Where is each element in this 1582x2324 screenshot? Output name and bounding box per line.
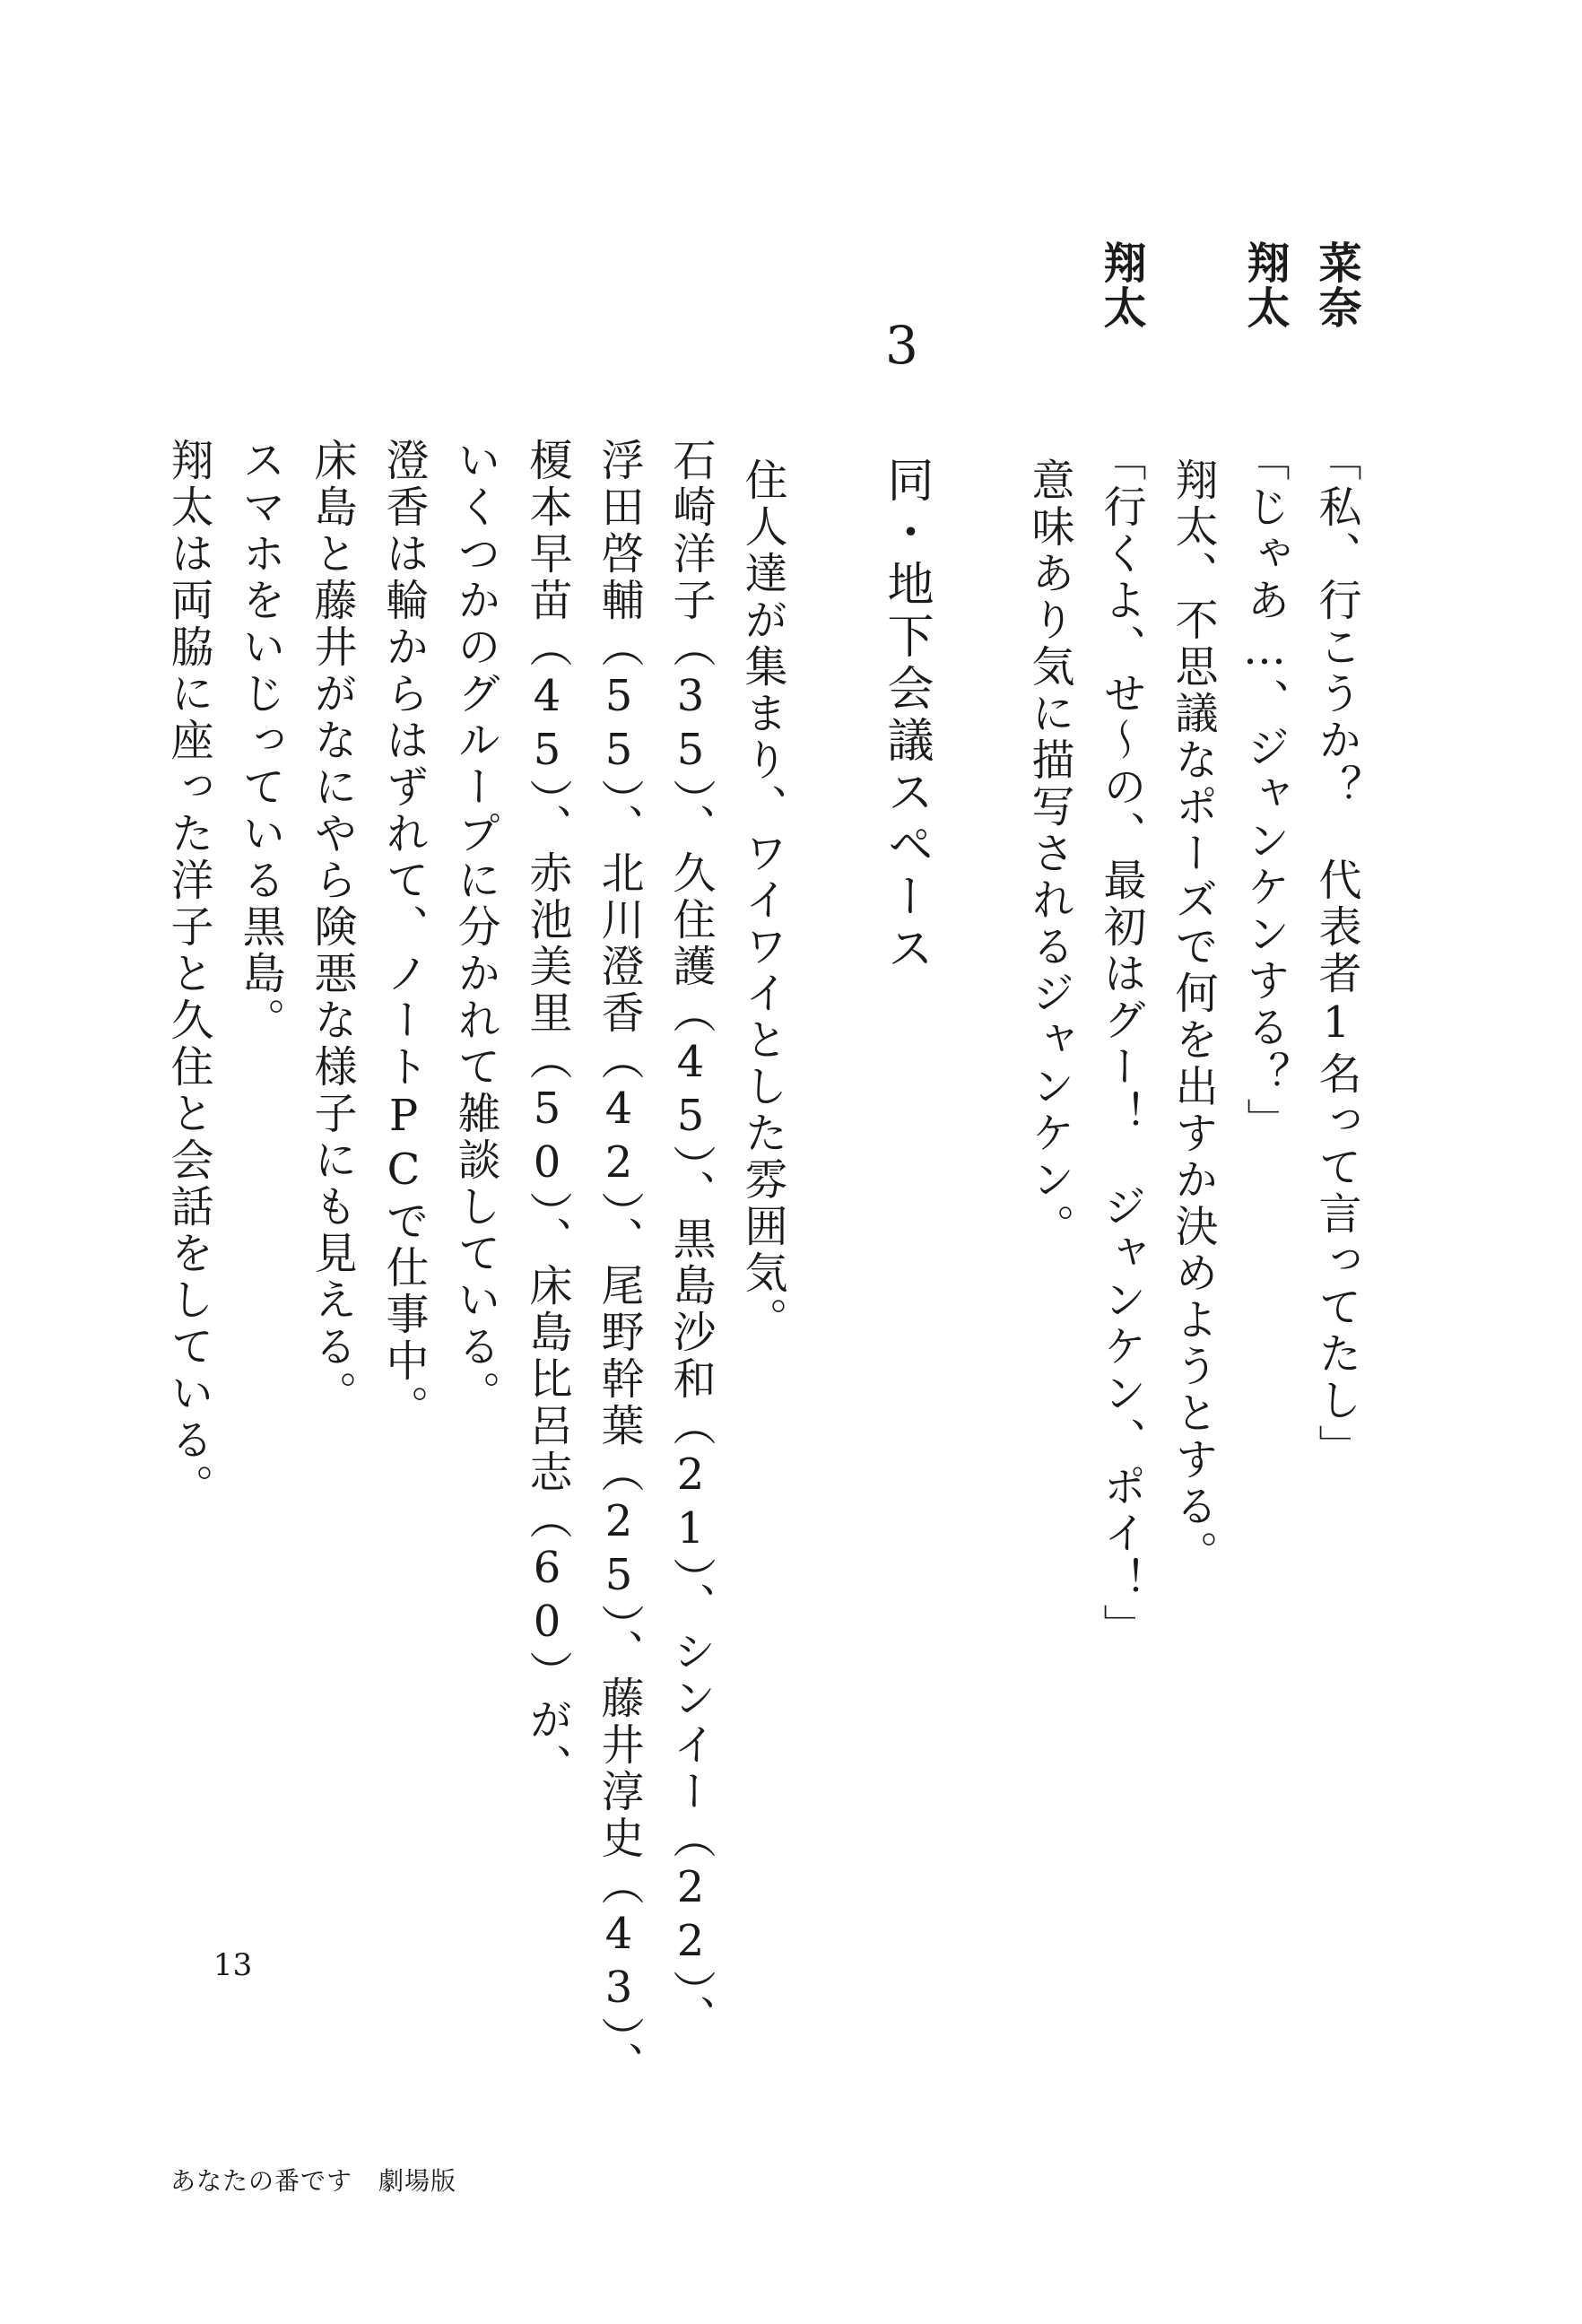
dialogue-line-shota-1: 「じゃあ…、ジャンケンする？」 bbox=[1239, 438, 1290, 1145]
scene-text-line-4: 榎本早苗（45）、赤池美里（50）、床島比呂志（60）が、 bbox=[522, 438, 572, 1790]
scene-number: 3 bbox=[885, 315, 918, 376]
action-text-1: 翔太、不思議なポーズで何を出すか決めようとする。 bbox=[1168, 457, 1218, 1577]
scene-text-line-5: いくつかのグループに分かれて雑談している。 bbox=[450, 438, 500, 1417]
dialogue-line-nana: 「私、行こうか？ 代表者1名って言ってたし」 bbox=[1311, 438, 1361, 1471]
scene-text-line-9: 翔太は両脇に座った洋子と久住と会話をしている。 bbox=[163, 438, 213, 1510]
speaker-shota-2: 翔太 bbox=[1096, 240, 1146, 330]
dialogue-line-shota-2: 「行くよ、せ〜の、最初はグー！ ジャンケン、ポイ！」 bbox=[1096, 438, 1146, 1650]
scene-heading: 同・地下会議スペース bbox=[879, 456, 933, 976]
speaker-nana: 菜奈 bbox=[1311, 240, 1361, 330]
scene-text-line-7: 床島と藤井がなにやら険悪な様子にも見える。 bbox=[307, 438, 357, 1417]
scene-text-line-2: 石崎洋子（35）、久住護（45）、黒島沙和（21）、シンイー（22）、 bbox=[665, 438, 716, 2041]
scene-text-line-6: 澄香は輪からはずれて、ノートPCで仕事中。 bbox=[378, 438, 429, 1432]
page-number: 13 bbox=[213, 1947, 253, 1983]
action-text-2: 意味あり気に描写されるジャンケン。 bbox=[1024, 457, 1074, 1250]
scene-text-line-8: スマホをいじっている黒島。 bbox=[235, 438, 285, 1044]
scene-text-line-1: 住人達が集まり、ワイワイとした雰囲気。 bbox=[737, 457, 787, 1344]
scene-text-line-3: 浮田啓輔（55）、北川澄香（42）、尾野幹葉（25）、藤井淳史（43）、 bbox=[594, 438, 644, 2088]
speaker-shota-1: 翔太 bbox=[1239, 240, 1290, 330]
footer-book-title: あなたの番です 劇場版 bbox=[170, 2166, 457, 2196]
